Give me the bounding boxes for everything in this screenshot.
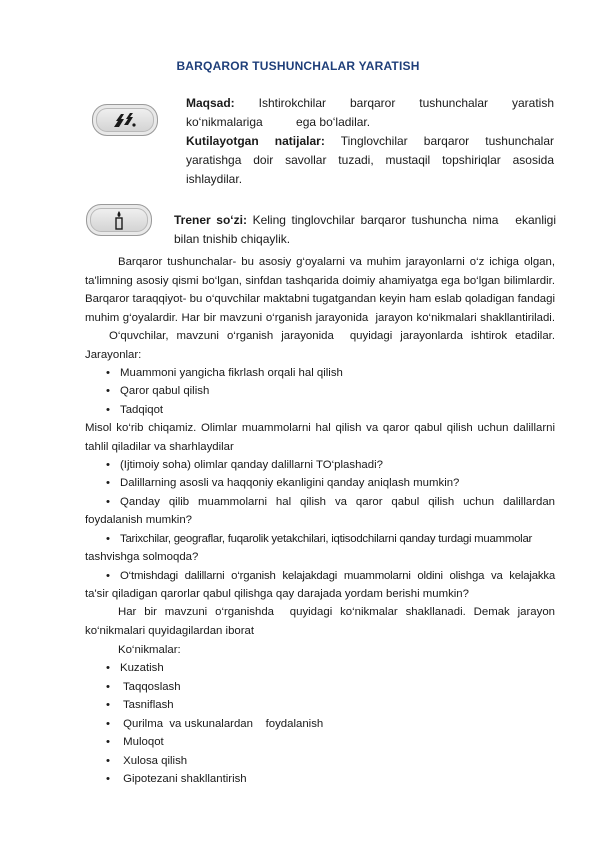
skills-heading: Ko‘nikmalar:: [118, 644, 181, 656]
goal-line-2: ko‘nikmalariga ega bo‘ladilar.: [186, 115, 371, 129]
candle-badge-icon: [112, 210, 126, 230]
text-line: ta'limning asosiy qismi bo‘lgan, sinfdan tashqarida doimiy ahamiyatga ega bo‘lgan bilimlardir.: [85, 274, 555, 287]
text-line: tahlil qiladilar va sharhlaydilar: [85, 440, 234, 453]
results-line-1: Kutilayotgan natijalar: Tinglovchilar barqaror tushunchalar: [186, 134, 554, 148]
text-line: Har bir mavzuni o‘rganishda quyidagi ko‘nikmalar shakllanadi. Demak jarayon: [118, 606, 555, 618]
list-item: • Tadqiqot: [106, 404, 164, 416]
results-label: Kutilayotgan natijalar:: [186, 134, 325, 148]
list-item: • Tasniflash: [106, 699, 174, 711]
trainer-block: [174, 211, 556, 249]
text-line: Jarayonlar:: [85, 348, 142, 361]
list-item: • Xulosa qilish: [106, 755, 188, 767]
trainer-line-1: Trener so‘zi: Keling tinglovchilar barqaror tushuncha nima ekanligi: [174, 213, 556, 227]
text-line: Barqaror taraqqiyot- bu o‘quvchilar maktabni tugatgandan keyin ham eslab qoladigan fandagi: [85, 293, 555, 306]
list-item: • Qaror qabul qilish: [106, 385, 210, 397]
list-item: • Qanday qilib muammolarni hal qilish va qaror qabul qilish uchun dalillardan: [106, 496, 555, 508]
text-line: Misol ko‘rib chiqamiz. Olimlar muammolarni hal qilish va qaror qabul qilish uchun dalillarni: [85, 422, 555, 434]
paragraph-definitions: [85, 253, 555, 327]
paragraph-processes: [85, 327, 555, 364]
text-line: ta'sir qiladigan qarorlar qabul qilishga qay darajada yordam berishi mumkin?: [85, 588, 469, 600]
list-item: • Muloqot: [106, 736, 164, 748]
goal-badge: [92, 104, 158, 136]
page-title: BARQAROR TUSHUNCHALAR YARATISH: [176, 59, 420, 73]
list-item: • Gipotezani shakllantirish: [106, 773, 247, 785]
trainer-line-2: bilan tnishib chiqaylik.: [174, 232, 291, 246]
results-line-3: ishlaydilar.: [186, 172, 243, 186]
list-item: • Tarixchilar, geograflar, fuqarolik yetakchilari, iqtisodchilarni qanday turdagi muammolar: [106, 533, 533, 545]
list-item: • Taqqoslash: [106, 681, 181, 693]
text-line: ko‘nikmalari quyidagilardan iborat: [85, 624, 255, 637]
text-line: O‘quvchilar, mavzuni o‘rganish jarayonida quyidagi jarayonlarda ishtirok etadilar.: [109, 330, 555, 342]
text-line: Barqaror tushunchalar- bu asosiy g‘oyalarni va muhim jarayonlarni o‘z ichiga olgan,: [118, 256, 555, 268]
text-line: muhim g‘oyalardir. Har bir mavzuni o‘rganish jarayonida jarayon ko‘nikmalari shakllantiriladi.: [85, 311, 555, 324]
paragraph-skills: [85, 603, 555, 640]
list-item: • Muammoni yangicha fikrlash orqali hal qilish: [106, 367, 343, 379]
list-item: • Kuzatish: [106, 662, 164, 674]
goal-label: Maqsad:: [186, 96, 235, 110]
paragraph-example: [85, 419, 555, 456]
text-line: foydalanish mumkin?: [85, 514, 192, 526]
text-line: tashvishga solmoqda?: [85, 551, 199, 563]
trainer-badge: [86, 204, 152, 236]
trainer-label: Trener so‘zi:: [174, 213, 247, 227]
lightning-badge-icon: [112, 111, 138, 129]
list-item: • Dalillarning asosli va haqqoniy ekanligini qanday aniqlash mumkin?: [106, 477, 460, 489]
results-block: [186, 132, 554, 189]
list-item: • Qurilma va uskunalardan foydalanish: [106, 718, 324, 730]
list-item: • (Ijtimoiy soha) olimlar qanday dalillarni TO‘plashadi?: [106, 459, 383, 471]
results-line-2: yaratishga doir savollar tuzadi, mustaqil topshiriqlar asosida: [186, 153, 554, 167]
goal-line-1: Maqsad: Ishtirokchilar barqaror tushunchalar yaratish: [186, 96, 554, 110]
goal-block: [186, 94, 554, 132]
list-item: • O‘tmishdagi dalillarni o‘rganish kelajakdagi muammolarni oldini olishga va kelajakka: [106, 570, 555, 582]
